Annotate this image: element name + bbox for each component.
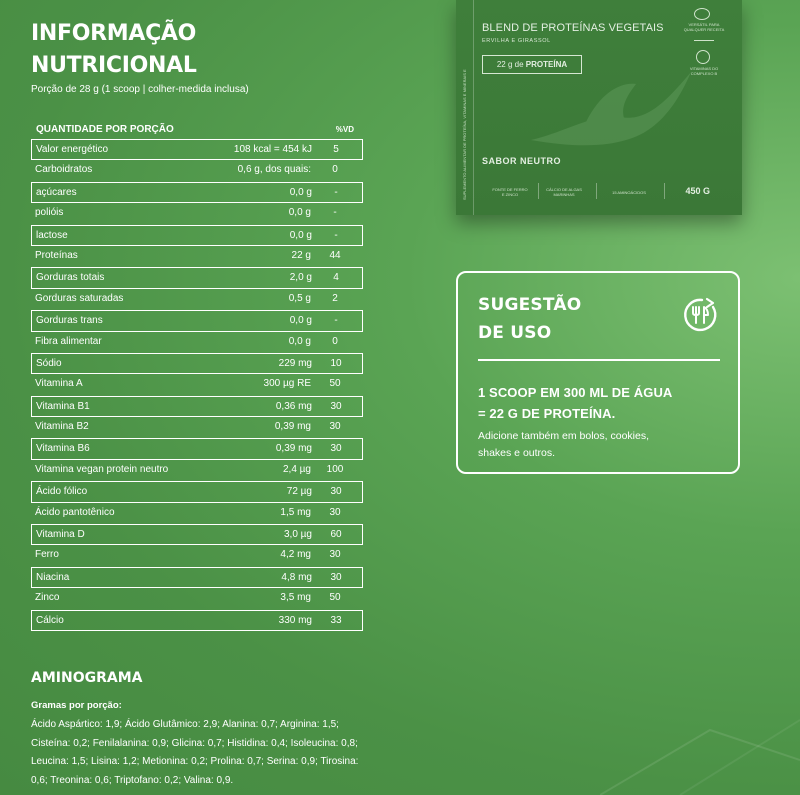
- nutrient-amount: 4,8 mg: [281, 571, 312, 583]
- bottom-claim-amino: 15 AMINOÁCIDOS: [612, 190, 646, 195]
- table-row: [31, 182, 363, 203]
- portion-size: Porção de 28 g (1 scoop | colher-medida inclusa): [31, 84, 249, 95]
- nutrient-vd: 0: [332, 335, 338, 347]
- seal-versatile: VERSÁTIL PARA QUALQUER RECEITA: [683, 22, 725, 32]
- usage-line-1: [478, 385, 672, 400]
- table-row: [31, 310, 363, 331]
- nutrient-vd: 30: [329, 549, 341, 561]
- nutrient-amount: 229 mg: [278, 357, 312, 369]
- usage-line-2: = 22 G DE PROTEÍNA.: [478, 406, 616, 421]
- nutrient-name: Sódio: [36, 357, 62, 369]
- table-row: [31, 567, 363, 588]
- nutrient-amount: 108 kcal = 454 kJ: [233, 144, 312, 155]
- package-flavor: SABOR NEUTRO: [482, 156, 562, 166]
- usage-scoop: 1 SCOOP: [478, 385, 537, 400]
- nutrient-name: polióis: [35, 207, 64, 219]
- nutrient-amount: 0,0 g: [289, 315, 312, 327]
- nutrient-vd: 30: [330, 486, 342, 498]
- background-deco-lines: [600, 700, 800, 795]
- nutrient-name: açúcares: [36, 186, 77, 198]
- table-row: [31, 267, 363, 288]
- table-row: [31, 289, 363, 310]
- nutrient-vd: 4: [333, 272, 339, 284]
- table-row: [31, 460, 363, 481]
- nutrient-vd: 30: [330, 400, 342, 412]
- nutrient-name: Proteínas: [35, 249, 78, 261]
- nutrient-amount: 22 g: [291, 249, 311, 261]
- nutrition-table: [31, 139, 363, 631]
- nutrient-vd: 60: [330, 529, 342, 541]
- bottom-divider-2: [596, 183, 597, 199]
- usage-heading-line2: DE USO: [478, 323, 552, 343]
- bottom-divider-1: [538, 183, 539, 199]
- seal-vitamins: VITAMINAS DO COMPLEXO B: [689, 66, 719, 76]
- table-row: [31, 374, 363, 395]
- table-row: [31, 588, 363, 609]
- package-subtitle: ERVILHA E GIRASSOL: [482, 38, 551, 44]
- nutrient-amount: 2,0 g: [289, 272, 312, 284]
- table-row: [31, 417, 363, 438]
- nutrient-name: Ferro: [35, 549, 59, 561]
- nutrient-vd: 30: [330, 443, 342, 455]
- nutrient-amount: 330 mg: [278, 614, 312, 626]
- seal-divider: [694, 40, 714, 41]
- table-row: [31, 353, 363, 374]
- usage-heading: [478, 291, 581, 347]
- table-row: [31, 139, 363, 160]
- nutrient-name: Vitamina B2: [35, 421, 89, 433]
- nutrient-name: Gorduras trans: [36, 315, 103, 327]
- nutrient-vd: 33: [330, 614, 342, 626]
- nutrient-vd: -: [333, 207, 337, 219]
- table-row: [31, 545, 363, 566]
- nutrient-name: Vitamina D: [36, 529, 85, 541]
- table-row: [31, 481, 363, 502]
- nutrient-amount: 3,0 µg: [283, 529, 312, 541]
- table-row: [31, 203, 363, 224]
- nutrient-vd: 50: [329, 592, 341, 604]
- nutrient-name: Ácido fólico: [36, 486, 88, 498]
- clock-cutlery-icon: [680, 295, 720, 335]
- table-row: [31, 438, 363, 459]
- bottom-divider-3: [664, 183, 665, 199]
- nutrient-amount: 0,0 g: [288, 207, 311, 219]
- nutrient-vd: -: [334, 186, 338, 198]
- nutrient-name: Vitamina B6: [36, 443, 90, 455]
- nutrient-vd: 44: [329, 249, 341, 261]
- nutrient-vd: 10: [330, 357, 342, 369]
- nutrient-vd: 30: [330, 571, 342, 583]
- nutrient-amount: 0,0 g: [289, 186, 312, 198]
- vitamin-icon: [696, 50, 710, 64]
- usage-heading-line1: SUGESTÃO: [478, 295, 582, 315]
- nutrient-name: Vitamina A: [35, 378, 83, 390]
- nutrient-vd: 50: [329, 378, 341, 390]
- nutrient-amount: 300 µg RE: [263, 378, 311, 390]
- nutrient-amount: 0,5 g: [288, 292, 311, 304]
- nutrient-vd: 30: [329, 506, 341, 518]
- bottom-claim-iron: FONTE DE FERRO E ZINCO: [492, 187, 528, 197]
- nutrient-vd: 2: [332, 292, 338, 304]
- package-vertical-text: SUPLEMENTO ALIMENTAR DE PROTEÍNA, VITAMINAS E MINERAIS E: [462, 69, 467, 200]
- nutrient-vd: 100: [326, 463, 344, 475]
- package-weight: 450 G: [685, 186, 710, 196]
- protein-word: PROTEÍNA: [525, 60, 568, 69]
- table-row: [31, 246, 363, 267]
- product-package: [456, 0, 742, 215]
- nutrient-vd: 30: [329, 421, 341, 433]
- nutrient-vd: 5: [333, 144, 339, 155]
- nutrient-amount: 2,4 µg: [282, 463, 311, 475]
- nutrient-name: Vitamina vegan protein neutro: [35, 463, 169, 475]
- page-title-line1: INFORMAÇÃO: [31, 21, 197, 46]
- table-row: [31, 610, 363, 631]
- page-title-line2: NUTRICIONAL: [31, 53, 197, 78]
- nutrient-amount: 0,6 g, dos quais:: [237, 164, 311, 176]
- nutrient-amount: 72 µg: [286, 486, 312, 498]
- bottom-claim-calcium: CÁLCIO DE ALGAS MARINHAS: [546, 187, 582, 197]
- aminogram-values: Ácido Aspártico: 1,9; Ácido Glutâmico: 2,9; Alanina: 0,7; Arginina: 1,5; Cisteína: 0,2; Fenilalanina: 0,9; Glicina: 0,7; Histidina: 0,4; Isoleucina: 0,8; Leucina: 1,5; Lisina: 1,2; Metionina: 0,2; Prolina: 0,7; Serina: 0,9; Tirosina: 0,6; Treonina: 0,6; Triptofano: 0,2; Valina: 0,9.: [31, 719, 359, 786]
- usage-suggestion-card: [456, 271, 740, 474]
- vd-header: %VD: [335, 125, 354, 134]
- aminogram-subtitle: Gramas por porção:: [31, 700, 122, 711]
- nutrient-amount: 0,39 mg: [275, 443, 312, 455]
- nutrient-name: Zinco: [35, 592, 60, 604]
- nutrient-amount: 0,39 mg: [274, 421, 311, 433]
- usage-description: Adicione também em bolos, cookies, shakes e outros.: [478, 430, 649, 459]
- table-row: [31, 225, 363, 246]
- nutrient-name: Valor energético: [36, 144, 109, 155]
- aminogram-title: AMINOGRAMA: [31, 670, 143, 686]
- table-row: [31, 396, 363, 417]
- nutrient-name: Gorduras saturadas: [35, 292, 124, 304]
- quantity-header: QUANTIDADE POR PORÇÃO: [36, 124, 174, 135]
- package-blend-title: BLEND DE PROTEÍNAS VEGETAIS: [482, 22, 664, 34]
- nutrient-amount: 0,36 mg: [275, 400, 312, 412]
- bowl-icon: [694, 8, 710, 20]
- nutrient-vd: 0: [332, 164, 338, 176]
- nutrient-amount: 0,0 g: [289, 229, 312, 241]
- nutrient-amount: 3,5 mg: [280, 592, 311, 604]
- table-row: [31, 160, 363, 181]
- nutrient-amount: 4,2 mg: [280, 549, 311, 561]
- usage-divider: [478, 359, 720, 361]
- nutrient-name: Fibra alimentar: [35, 335, 102, 347]
- package-divider: [473, 0, 474, 215]
- nutrient-amount: 1,5 mg: [280, 506, 311, 518]
- title-block: [31, 18, 197, 82]
- table-row: [31, 332, 363, 353]
- nutrient-name: Cálcio: [36, 614, 64, 626]
- nutrient-name: Carboidratos: [35, 164, 93, 176]
- protein-amount: 22 g de: [496, 60, 524, 69]
- nutrient-vd: -: [334, 315, 338, 327]
- table-row: [31, 503, 363, 524]
- nutrient-name: lactose: [36, 229, 68, 241]
- table-row: [31, 524, 363, 545]
- nutrient-name: Gorduras totais: [36, 272, 105, 284]
- nutrition-table-header: [34, 122, 362, 138]
- nutrient-name: Ácido pantotênico: [35, 506, 115, 518]
- nutrient-name: Niacina: [36, 571, 70, 583]
- usage-water: EM 300 ML DE ÁGUA: [536, 385, 673, 400]
- nutrient-vd: -: [334, 229, 338, 241]
- nutrient-amount: 0,0 g: [288, 335, 311, 347]
- nutrient-name: Vitamina B1: [36, 400, 90, 412]
